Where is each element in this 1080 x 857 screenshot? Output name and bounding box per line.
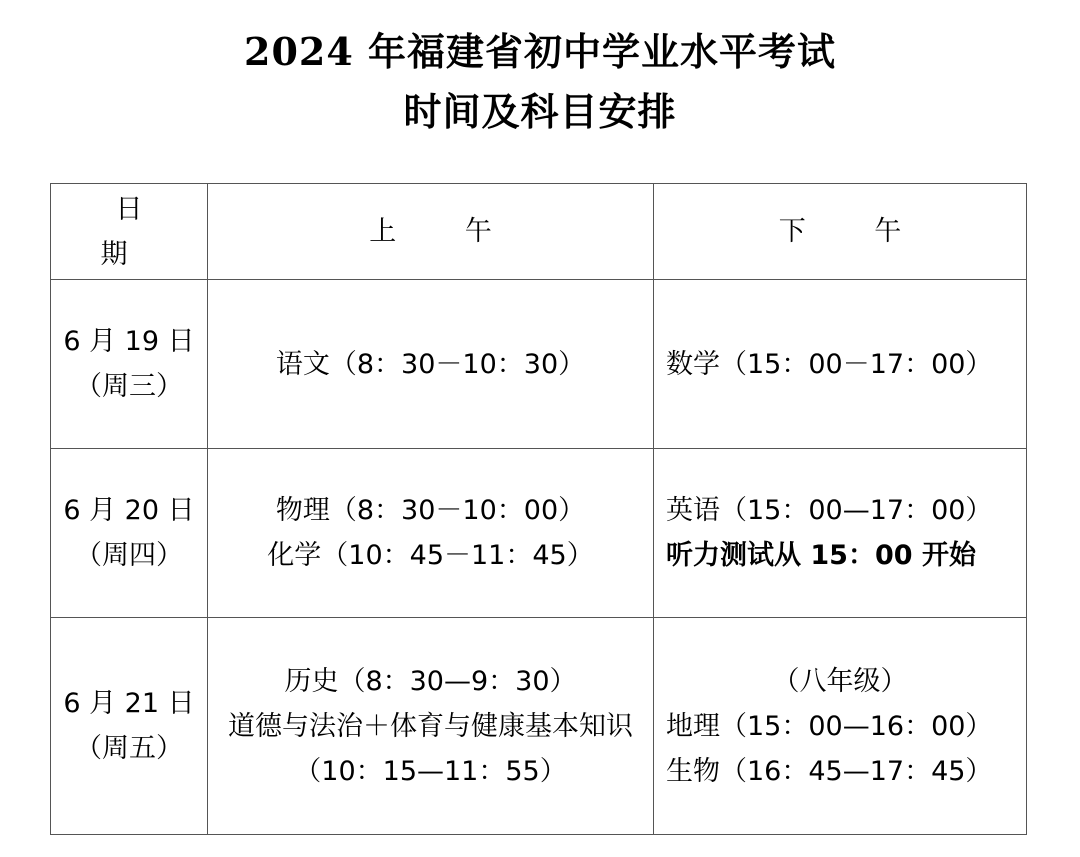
weekday-text: （周四） (75, 540, 183, 571)
header-date: 日 期 (51, 184, 208, 280)
listening-test-note: 听力测试从 15：00 开始 (666, 540, 976, 571)
title-line-2: 时间及科目安排 (403, 89, 677, 134)
weekday-text: （周五） (75, 733, 183, 764)
morning-exam-time: （10：15—11：55） (294, 755, 567, 787)
exam-schedule-table (50, 183, 1027, 835)
date-text: 6 月 21 日 (63, 688, 195, 719)
afternoon-exam: 地理（15：00—16：00） (666, 710, 993, 742)
afternoon-exam: 数学（15：00－17：00） (666, 348, 993, 380)
morning-cell (208, 618, 654, 835)
table-row (51, 618, 1027, 835)
title-line-1: 2024 年福建省初中学业水平考试 (244, 29, 836, 74)
date-text: 6 月 20 日 (63, 495, 195, 526)
morning-exam: 化学（10：45－11：45） (267, 540, 594, 571)
morning-cell (208, 280, 654, 449)
header-afternoon: 下 午 (654, 184, 1027, 280)
afternoon-exam: 英语（15：00—17：00） (666, 495, 993, 526)
afternoon-cell (654, 280, 1027, 449)
header-morning: 上 午 (208, 184, 654, 280)
date-cell (51, 280, 208, 449)
date-cell (51, 618, 208, 835)
afternoon-exam: 生物（16：45—17：45） (666, 755, 993, 787)
morning-exam: 道德与法治＋体育与健康基本知识 (228, 710, 633, 742)
morning-exam: 历史（8：30—9：30） (284, 665, 577, 697)
date-text: 6 月 19 日 (63, 326, 195, 357)
table-header-row (51, 184, 1027, 280)
table-row (51, 280, 1027, 449)
date-cell (51, 449, 208, 618)
afternoon-cell (654, 618, 1027, 835)
weekday-text: （周三） (75, 371, 183, 402)
morning-exam: 语文（8：30－10：30） (275, 348, 586, 380)
page-title (0, 22, 1080, 142)
morning-exam: 物理（8：30－10：00） (275, 495, 586, 526)
table-row (51, 449, 1027, 618)
morning-cell (208, 449, 654, 618)
grade-label: （八年级） (772, 665, 908, 697)
afternoon-cell (654, 449, 1027, 618)
